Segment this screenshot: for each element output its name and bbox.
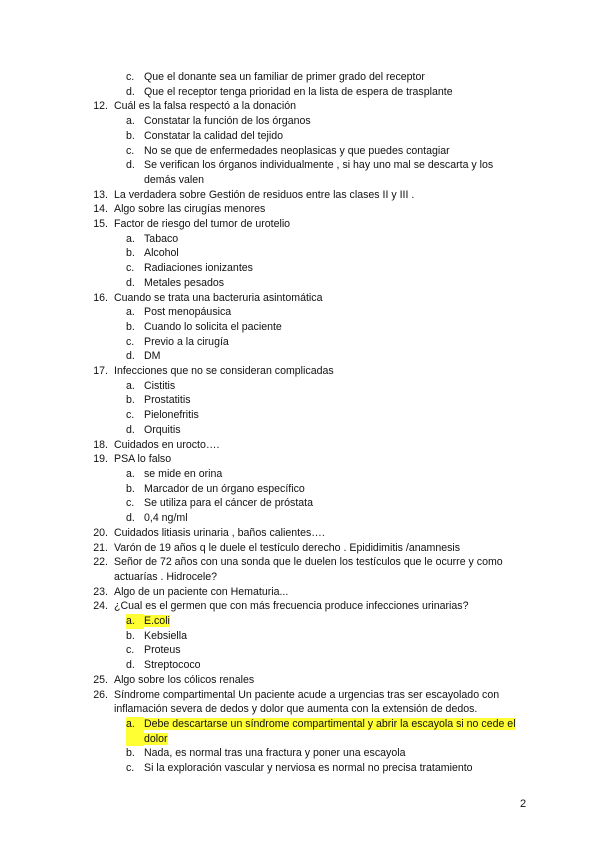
option-letter: a. [126,379,135,392]
option-letter: a. [126,614,144,629]
option-letter: c. [126,497,135,510]
option-letter: c. [126,262,135,275]
question-text: Factor de riesgo del tumor de urotelio [114,218,291,231]
option-text-content: Tabaco [144,232,179,245]
option-text [144,629,520,644]
question-item [90,452,520,467]
answer-option [126,320,520,335]
answer-option [126,335,520,350]
option-text [144,305,520,320]
answer-option [126,85,520,100]
answer-option [126,393,520,408]
option-text-content: Debe descartarse un síndrome compartimental y abrir la escayola si no cede el dolor [144,717,516,745]
option-text [144,393,520,408]
option-text [144,511,520,526]
answer-option [126,658,520,673]
question-text: Cuál es la falsa respectó a la donación [114,100,296,113]
option-letter: a. [126,717,144,746]
option-text-content: Que el receptor tenga prioridad en la lista de espera de trasplante [144,85,453,98]
question-number: 19. [93,453,108,466]
question-item [90,541,520,556]
answer-option-highlighted [126,614,520,629]
option-letter: a. [126,306,135,319]
option-text [144,614,520,629]
option-text [144,335,520,350]
question-item [90,438,520,453]
question-list [90,70,520,776]
option-letter: b. [126,129,135,142]
answer-option [126,305,520,320]
question-number: 22. [93,556,108,569]
question-text: Cuidados en urocto…. [114,438,220,451]
answer-option [126,629,520,644]
option-text [144,276,520,291]
question-text: Síndrome compartimental Un paciente acude a urgencias tras ser escayolado con inflamación severa de dedos y dolor que aumenta con la extensión de dedos. [114,688,500,716]
question-text: Cuando se trata una bacteruria asintomática [114,291,323,304]
option-text-content: Cistitis [144,379,176,392]
answer-option [126,349,520,364]
answer-option [126,70,520,85]
option-text [144,320,520,335]
question-text: ¿Cual es el germen que con más frecuencia produce infecciones urinarias? [114,600,469,613]
option-letter: d. [126,350,135,363]
option-letter: c. [126,409,135,422]
option-letter: c. [126,644,135,657]
option-text-content: DM [144,350,161,363]
question-text: Señor de 72 años con una sonda que le duelen los testículos que le ocurre y como actuarías . Hidrocele? [114,556,503,583]
answer-option [126,423,520,438]
question-number: 21. [93,541,108,554]
question-text: Algo sobre los cólicos renales [114,673,255,686]
option-text [144,232,520,247]
question-item [90,217,520,232]
question-number: 20. [93,526,108,539]
option-text-content: No se que de enfermedades neoplasicas y que puedes contagiar [144,144,450,157]
option-letter: c. [126,335,135,348]
question-number: 14. [93,203,108,216]
question-item [90,599,520,614]
option-text [144,70,520,85]
option-text [144,246,520,261]
option-text [144,643,520,658]
page-number: 2 [520,798,527,810]
option-text-content: Constatar la calidad del tejido [144,129,283,142]
answer-option [126,261,520,276]
question-item [90,555,520,584]
answer-option [126,643,520,658]
question-item [90,202,520,217]
option-text-content: Marcador de un órgano específico [144,482,305,495]
option-letter: d. [126,85,135,98]
question-number: 16. [93,291,108,304]
option-text-content: Orquitis [144,423,181,436]
option-text [144,129,520,144]
option-letter: c. [126,144,135,157]
answer-option [126,746,520,761]
option-text-content: Radiaciones ionizantes [144,262,253,275]
option-text-content: Post menopáusica [144,306,232,319]
question-number: 15. [93,218,108,231]
option-letter: b. [126,747,135,760]
answer-option [126,232,520,247]
option-letter: d. [126,159,135,172]
question-number: 23. [93,585,108,598]
option-text-content: Si la exploración vascular y nerviosa es normal no precisa tratamiento [144,762,473,775]
option-text-content: Que el donante sea un familiar de primer grado del receptor [144,71,425,83]
option-text-content: Kebsiella [144,629,187,642]
answer-option [126,276,520,291]
question-item [90,291,520,306]
answer-option [126,158,520,187]
option-letter: c. [126,71,135,83]
question-text: Algo de un paciente con Hematuria... [114,585,289,598]
question-text: La verdadera sobre Gestión de residuos entre las clases II y III . [114,188,415,201]
option-text [144,482,520,497]
option-text-content: Previo a la cirugía [144,335,229,348]
option-text [144,408,520,423]
option-text [144,114,520,129]
question-number: 24. [93,600,108,613]
option-letter: a. [126,232,135,245]
option-text [144,467,520,482]
option-letter: b. [126,482,135,495]
question-item [90,585,520,600]
answer-option [126,246,520,261]
question-item [90,673,520,688]
answer-option [126,144,520,159]
option-letter: a. [126,115,135,128]
question-number: 13. [93,188,108,201]
answer-option [126,761,520,776]
option-text [144,717,520,746]
question-number: 25. [93,673,108,686]
option-text [144,85,520,100]
question-text: Varón de 19 años q le duele el testículo derecho . Epididimitis /anamnesis [114,541,461,554]
option-text-content: Proteus [144,644,181,657]
option-text [144,658,520,673]
option-letter: b. [126,247,135,260]
option-text [144,379,520,394]
option-text [144,261,520,276]
option-letter: d. [126,512,135,525]
answer-option [126,114,520,129]
option-letter: b. [126,320,135,333]
answer-option [126,482,520,497]
answer-option [126,379,520,394]
option-text-content: se mide en orina [144,467,223,480]
option-text [144,746,520,761]
question-text: Cuidados litiasis urinaria , baños calientes…. [114,526,325,539]
option-text [144,496,520,511]
option-letter: d. [126,276,135,289]
answer-option [126,511,520,526]
option-text-content: Constatar la función de los órganos [144,115,311,128]
answer-option [126,129,520,144]
question-number: 26. [93,688,108,701]
option-text-content: Cuando lo solicita el paciente [144,320,282,333]
option-text [144,423,520,438]
option-text-content: Metales pesados [144,276,225,289]
answer-option [126,496,520,511]
option-text-content: Se utiliza para el cáncer de próstata [144,497,314,510]
question-number: 18. [93,438,108,451]
question-item [90,688,520,717]
option-text-content: Alcohol [144,247,179,260]
option-letter: d. [126,423,135,436]
option-letter: a. [126,467,135,480]
question-item [90,526,520,541]
question-number: 12. [93,100,108,113]
question-item [90,364,520,379]
option-text-content: 0,4 ng/ml [144,512,188,525]
question-item [90,99,520,114]
question-item [90,188,520,203]
option-text-content: Streptococo [144,659,201,672]
answer-option [126,467,520,482]
question-text: Infecciones que no se consideran complicadas [114,365,334,378]
option-text-content: E.coli [144,615,170,628]
option-text-content: Prostatitis [144,394,191,407]
option-text-content: Se verifican los órganos individualmente , si hay uno mal se descarta y los demás valen [144,159,494,186]
answer-option-highlighted [126,717,520,746]
option-text-content: Pielonefritis [144,409,199,422]
option-text [144,349,520,364]
option-letter: c. [126,762,135,775]
question-text: PSA lo falso [114,453,172,466]
option-letter: b. [126,629,135,642]
option-text [144,761,520,776]
answer-option [126,408,520,423]
question-text: Algo sobre las cirugías menores [114,203,266,216]
option-text-content: Nada, es normal tras una fractura y poner una escayola [144,747,406,760]
option-text [144,144,520,159]
question-number: 17. [93,365,108,378]
option-letter: d. [126,659,135,672]
option-text [144,158,520,187]
option-letter: b. [126,394,135,407]
